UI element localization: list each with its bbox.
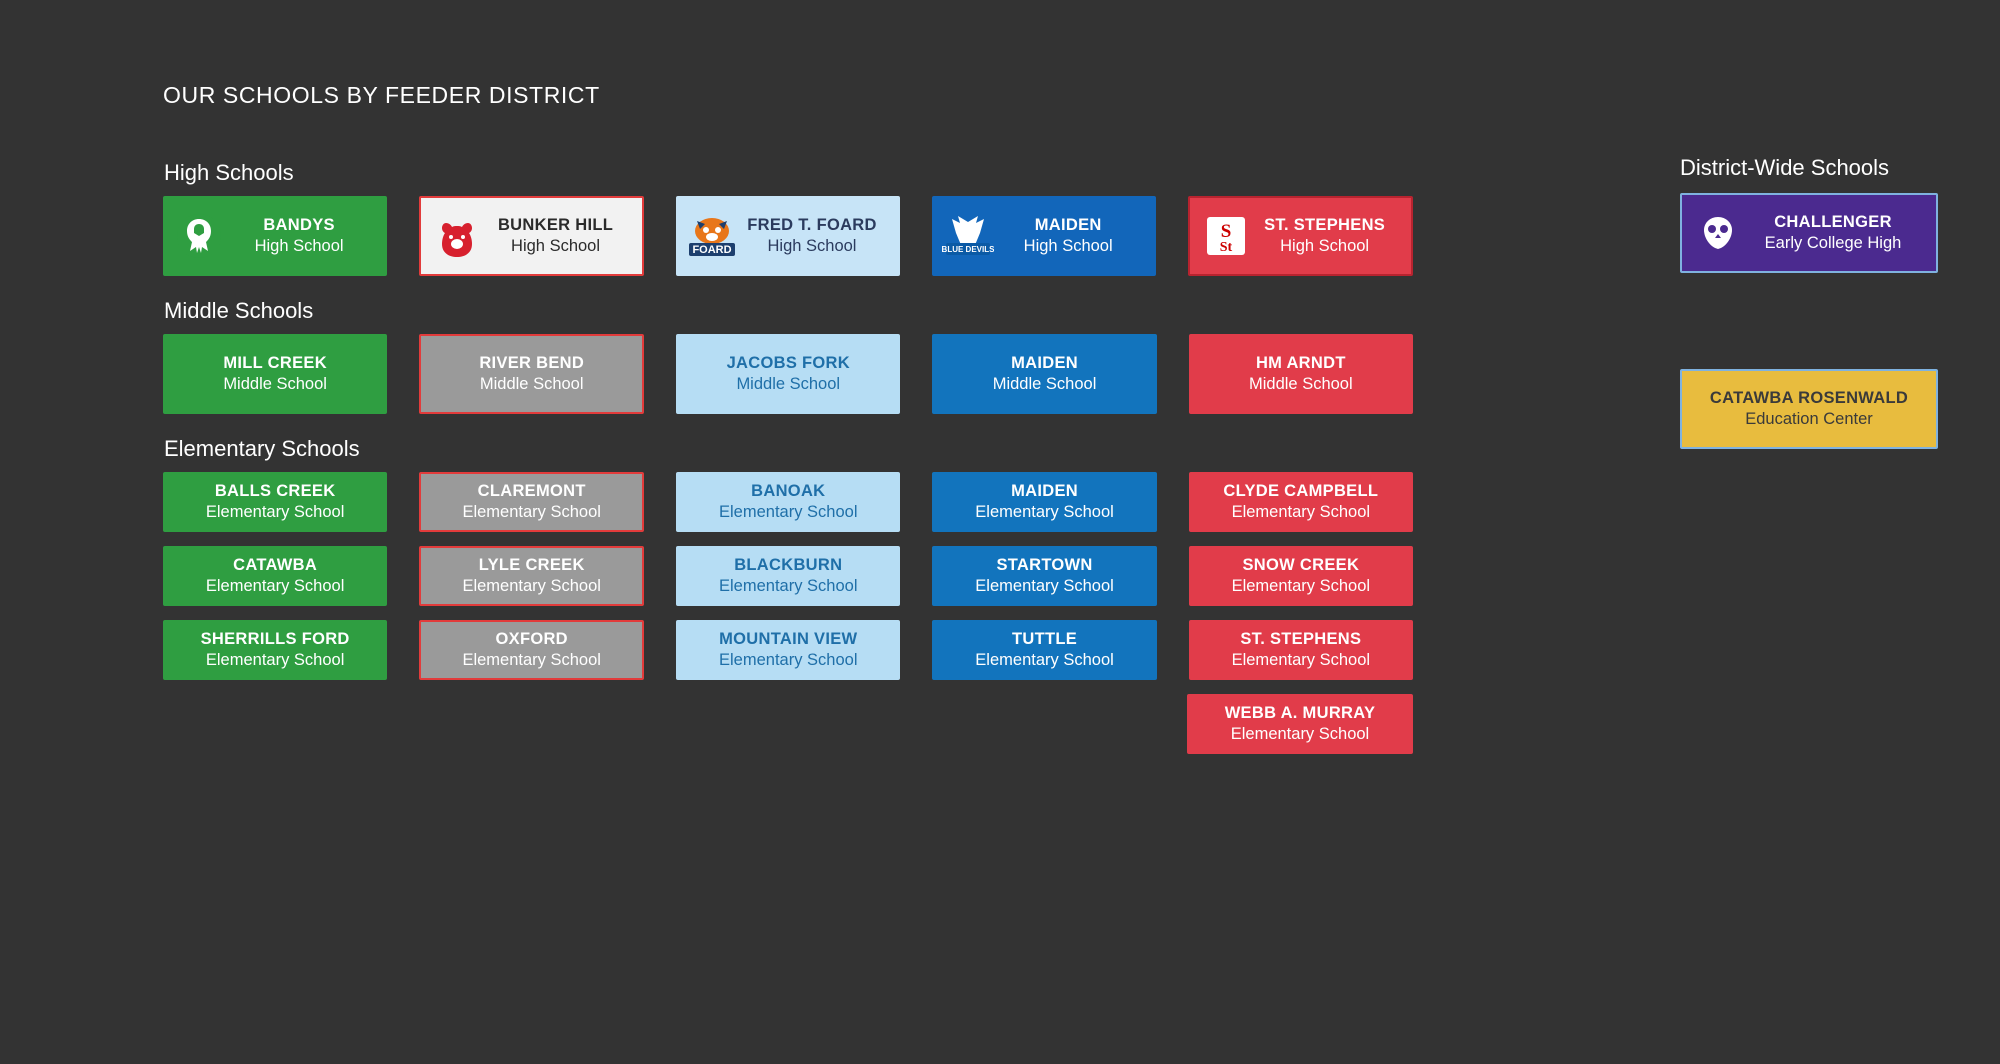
elementary-schools-row-1	[163, 472, 1413, 532]
school-name: ST. STEPHENS	[1240, 630, 1362, 649]
school-name: ST. STEPHENS	[1264, 216, 1386, 235]
school-card-st-stephens-elementary[interactable]	[1189, 620, 1413, 680]
school-type: Elementary School	[462, 651, 601, 669]
school-name: MAIDEN	[1011, 354, 1078, 373]
school-type: Elementary School	[205, 577, 345, 595]
school-card-clyde-campbell-elementary[interactable]	[1189, 472, 1413, 532]
row-spacer	[163, 694, 387, 754]
school-card-text	[940, 353, 1148, 394]
elementary-schools-row-2	[163, 546, 1413, 606]
school-card-startown-elementary[interactable]	[932, 546, 1156, 606]
school-card-text	[1195, 703, 1405, 744]
school-card-text	[940, 555, 1148, 596]
school-card-text	[738, 215, 892, 256]
challenger-owl-logo	[1692, 207, 1744, 259]
school-card-text	[684, 629, 892, 670]
school-name: CLAREMONT	[477, 482, 586, 501]
school-type: Elementary School	[975, 503, 1114, 521]
school-card-lyle-creek-elementary[interactable]	[419, 546, 644, 606]
section-heading-elementary-schools: Elementary Schools	[164, 436, 360, 461]
school-card-maiden-high[interactable]	[932, 196, 1156, 276]
school-card-claremont-elementary[interactable]	[419, 472, 644, 532]
school-name: TUTTLE	[1012, 630, 1078, 649]
school-name: HM ARNDT	[1255, 354, 1346, 373]
svg-text:BLUE DEVILS: BLUE DEVILS	[942, 245, 995, 254]
school-type: Elementary School	[1231, 577, 1371, 595]
school-name: FRED T. FOARD	[747, 216, 877, 235]
school-type: Elementary School	[975, 577, 1114, 595]
school-type: Education Center	[1745, 410, 1873, 428]
school-card-banoak-elementary[interactable]	[676, 472, 900, 532]
school-type: Elementary School	[462, 577, 601, 595]
school-type: High School	[511, 237, 601, 255]
school-card-balls-creek-elementary[interactable]	[163, 472, 387, 532]
school-card-text	[1197, 555, 1405, 596]
school-type: Middle School	[1249, 375, 1353, 393]
school-type: Elementary School	[975, 651, 1114, 669]
school-card-text	[171, 629, 379, 670]
school-type: Middle School	[223, 375, 327, 393]
school-name: MAIDEN	[1011, 482, 1078, 501]
tiger-foard-logo	[686, 210, 738, 262]
school-card-text	[171, 481, 379, 522]
school-name: CLYDE CAMPBELL	[1223, 482, 1379, 501]
school-card-text	[994, 215, 1148, 256]
school-card-catawba-elementary[interactable]	[163, 546, 387, 606]
school-card-blackburn-elementary[interactable]	[676, 546, 900, 606]
section-heading-district-wide: District-Wide Schools	[1680, 155, 1890, 180]
school-name: RIVER BEND	[479, 354, 585, 373]
school-card-text	[429, 555, 634, 596]
school-card-text	[940, 481, 1148, 522]
school-card-st-stephens-high[interactable]	[1188, 196, 1413, 276]
svg-text:S: S	[1220, 221, 1232, 242]
school-name: MOUNTAIN VIEW	[719, 630, 858, 649]
school-type: High School	[1023, 237, 1113, 255]
school-card-oxford-elementary[interactable]	[419, 620, 644, 680]
section-high-schools	[163, 160, 1413, 276]
section-heading-high-schools: High Schools	[164, 160, 294, 185]
school-type: Middle School	[992, 375, 1097, 393]
school-type: Elementary School	[462, 503, 601, 521]
school-type: High School	[767, 237, 857, 255]
school-card-text	[1197, 629, 1405, 670]
school-card-text	[1252, 215, 1403, 256]
school-card-bandys-high[interactable]	[163, 196, 387, 276]
elementary-schools-row-4	[163, 694, 1413, 754]
high-schools-row	[163, 196, 1413, 276]
school-card-sherrills-ford-elementary[interactable]	[163, 620, 387, 680]
school-type: Elementary School	[1231, 503, 1371, 521]
bear-head-logo	[431, 210, 483, 262]
spartan-head-logo	[173, 210, 225, 262]
school-card-text	[483, 215, 634, 256]
school-type: Elementary School	[205, 503, 345, 521]
middle-schools-row	[163, 334, 1413, 414]
school-card-text	[429, 481, 634, 522]
school-card-maiden-middle[interactable]	[932, 334, 1156, 414]
school-type: Middle School	[479, 375, 584, 393]
school-card-catawba-rosenwald-education-center[interactable]	[1680, 369, 1938, 449]
school-type: Elementary School	[719, 503, 858, 521]
school-card-tuttle-elementary[interactable]	[932, 620, 1156, 680]
school-card-text	[1690, 388, 1928, 429]
page-title: OUR SCHOOLS BY FEEDER DISTRICT	[163, 82, 600, 108]
school-name: BALLS CREEK	[214, 482, 336, 501]
school-name: BUNKER HILL	[497, 216, 614, 235]
section-middle-schools	[163, 298, 1413, 414]
school-name: BANDYS	[263, 216, 335, 235]
school-name: STARTOWN	[996, 556, 1093, 575]
school-name: BANOAK	[751, 482, 826, 501]
school-type: Elementary School	[1231, 651, 1371, 669]
school-card-text	[1744, 212, 1928, 253]
school-card-text	[684, 353, 892, 394]
row-spacer	[675, 694, 899, 754]
row-spacer	[931, 694, 1155, 754]
school-name: CHALLENGER	[1774, 213, 1892, 232]
school-card-webb-a-murray-elementary[interactable]	[1187, 694, 1413, 754]
school-card-mill-creek-middle[interactable]	[163, 334, 387, 414]
school-name: MAIDEN	[1034, 216, 1102, 235]
school-name: JACOBS FORK	[726, 354, 850, 373]
district-wide-column	[1680, 155, 1950, 449]
school-name: CATAWBA	[233, 556, 318, 575]
school-type: High School	[1280, 237, 1370, 255]
school-card-bunker-hill-high[interactable]	[419, 196, 644, 276]
school-type: Elementary School	[205, 651, 345, 669]
school-name: MILL CREEK	[223, 354, 327, 373]
elementary-schools-row-3	[163, 620, 1413, 680]
school-name: WEBB A. MURRAY	[1224, 704, 1376, 723]
school-card-text	[684, 481, 892, 522]
school-type: Middle School	[736, 375, 841, 393]
school-card-maiden-elementary[interactable]	[932, 472, 1156, 532]
school-card-snow-creek-elementary[interactable]	[1189, 546, 1413, 606]
school-card-jacobs-fork-middle[interactable]	[676, 334, 900, 414]
main-school-grid	[163, 160, 1413, 776]
school-type: Early College High	[1764, 234, 1902, 252]
section-elementary-schools	[163, 436, 1413, 754]
blue-devil-logo	[942, 210, 994, 262]
school-card-text	[940, 629, 1148, 670]
svg-text:St: St	[1220, 240, 1233, 255]
section-heading-middle-schools: Middle Schools	[164, 298, 314, 323]
school-card-river-bend-middle[interactable]	[419, 334, 644, 414]
school-card-text	[1197, 481, 1405, 522]
school-type: Elementary School	[719, 651, 858, 669]
school-type: Elementary School	[719, 577, 858, 595]
school-card-text	[171, 555, 379, 596]
svg-text:FOARD: FOARD	[692, 244, 732, 256]
school-card-mountain-view-elementary[interactable]	[676, 620, 900, 680]
school-card-text	[429, 629, 634, 670]
school-card-text	[684, 555, 892, 596]
school-card-text	[1197, 353, 1405, 394]
school-card-text	[225, 215, 379, 256]
school-name: BLACKBURN	[734, 556, 843, 575]
school-card-hm-arndt-middle[interactable]	[1189, 334, 1413, 414]
st-indians-logo	[1200, 210, 1252, 262]
school-card-fred-t-foard-high[interactable]	[676, 196, 900, 276]
school-type: Elementary School	[1230, 725, 1370, 743]
school-card-text	[429, 353, 634, 394]
school-card-challenger-early-college-high[interactable]	[1680, 193, 1938, 273]
school-name: OXFORD	[495, 630, 568, 649]
school-name: CATAWBA ROSENWALD	[1709, 389, 1909, 408]
school-type: High School	[254, 237, 344, 255]
school-name: SNOW CREEK	[1242, 556, 1360, 575]
school-name: SHERRILLS FORD	[200, 630, 350, 649]
school-card-text	[171, 353, 379, 394]
row-spacer	[419, 694, 643, 754]
school-name: LYLE CREEK	[478, 556, 585, 575]
